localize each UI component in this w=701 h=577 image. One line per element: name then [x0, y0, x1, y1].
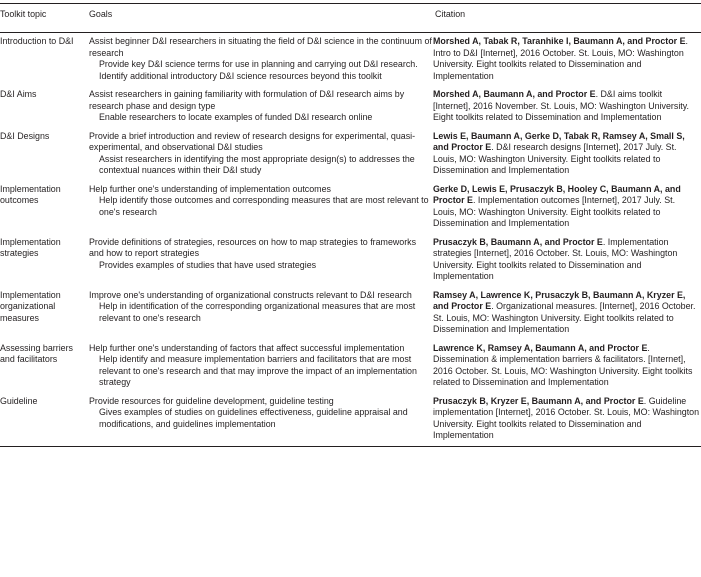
citation-authors: Morshed A, Baumann A, and Proctor E: [433, 89, 596, 99]
table-row: [0, 86, 701, 128]
toolkit-topic-cell: Implementation strategies: [0, 236, 61, 258]
table-body: [0, 33, 701, 447]
goal-item: Help identify and measure implementation barriers and facilitators that are most relevant to one's research and that may improve the impact of an implementation strategy: [99, 354, 417, 387]
citation-cell: [433, 393, 701, 447]
goal-item: Provides examples of studies that have used strategies: [99, 259, 317, 270]
citation-text: . D&I aims toolkit [Internet], 2016 November. St. Louis, MO: Washington University. Eight toolkits related to Dissemination and Implementation: [433, 89, 690, 122]
goal-item: Provide resources for guideline development, guideline testing: [89, 395, 334, 406]
toolkit-topic-cell: D&I Designs: [0, 130, 50, 141]
toolkit-topic-cell: Introduction to D&I: [0, 36, 74, 46]
goal-item: Gives examples of studies on guidelines effectiveness, guideline appraisal and modifications, and guidelines implementation: [99, 407, 408, 429]
goals-cell: [89, 33, 433, 87]
header-toolkit-topic: Toolkit topic: [0, 9, 47, 19]
citation-text: . Implementation outcomes [Internet], 2017 July. St. Louis, MO: Washington University. Eight toolkits related to Dissemination and Implementation: [433, 195, 676, 228]
goal-item: Improve one's understanding of organizational constructs relevant to D&I research: [89, 289, 412, 300]
table-row: [0, 340, 701, 393]
toolkit-topic-cell: Guideline: [0, 395, 38, 406]
toolkit-topic-cell: D&I Aims: [0, 89, 37, 99]
toolkit-topic-cell: Implementation outcomes: [0, 183, 61, 205]
table-row: [0, 33, 701, 87]
citation-cell: [433, 181, 701, 234]
citation-cell: [433, 340, 701, 393]
table-row: [0, 128, 701, 181]
citation-authors: Gerke D, Lewis E, Prusaczyk B, Hooley C, Baumann A, and Proctor E: [433, 183, 681, 205]
citation-authors: Lawrence K, Ramsey A, Baumann A, and Proctor E: [433, 342, 648, 353]
toolkit-topic-cell: Assessing barriers and facilitators: [0, 342, 73, 364]
goal-item: Provide a brief introduction and review of research designs for experimental, quasi-experimental, and observational D&I studies: [89, 130, 416, 152]
goal-item: Assist researchers in identifying the most appropriate design(s) to addresses the contextual nuances within their D&I study: [99, 153, 415, 175]
citation-authors: Lewis E, Baumann A, Gerke D, Tabak R, Ramsey A, Small S, and Proctor E: [433, 130, 685, 152]
goal-item: Help identify those outcomes and corresponding measures that are most relevant to one's research: [99, 195, 429, 217]
goal-item: Assist beginner D&I researchers in situating the field of D&I science in the continuum of research: [89, 36, 432, 58]
goal-item: Help further one's understanding of factors that affect successful implementation: [89, 342, 405, 353]
citation-authors: Ramsey A, Lawrence K, Prusaczyk B, Baumann A, Kryzer E, and Proctor E: [433, 289, 686, 311]
toolkit-table: [0, 3, 701, 447]
citation-text: . Intro to D&I [Internet], 2016 October. St. Louis, MO: Washington University. Eight toolkits related to Dissemination and Implementation: [433, 36, 688, 81]
goals-cell: [89, 340, 433, 393]
header-row: [0, 4, 701, 33]
citation-authors: Morshed A, Tabak R, Taranhike I, Baumann A, and Proctor E: [433, 36, 686, 46]
citation-text: . D&I research designs [Internet], 2017 July. St. Louis, MO: Washington University. Eight toolkits related to Dissemination and Implementation: [433, 142, 677, 175]
goals-cell: [89, 393, 433, 447]
header-citation: Citation: [435, 9, 466, 19]
table-row: [0, 234, 701, 287]
citation-cell: [433, 86, 701, 128]
citation-text: . Organizational measures. [Internet], 2016 October. St. Louis, MO: Washington University. Eight toolkits related to Dissemination and Implementation: [433, 301, 696, 334]
goals-cell: [89, 86, 433, 128]
goal-item: Provide definitions of strategies, resources on how to map strategies to frameworks and how to report strategies: [89, 236, 417, 258]
goal-item: Enable researchers to locate examples of funded D&I research online: [99, 112, 373, 122]
goals-cell: [89, 234, 433, 287]
citation-cell: [433, 287, 701, 340]
citation-authors: Prusaczyk B, Kryzer E, Baumann A, and Proctor E: [433, 395, 644, 406]
citation-text: . Guideline implementation [Internet], 2016 October. St. Louis, MO: Washington University. Eight toolkits related to Dissemination and Implementation: [433, 395, 700, 440]
citation-cell: [433, 234, 701, 287]
goal-item: Help further one's understanding of implementation outcomes: [89, 183, 331, 194]
goals-cell: [89, 128, 433, 181]
goal-item: Assist researchers in gaining familiarity with formulation of D&I research aims by research phase and design type: [89, 89, 405, 111]
citation-text: . Dissemination & implementation barriers & facilitators. [Internet], 2016 October. St. Louis, MO: Washington University. Eight toolkits related to Dissemination and Implementation: [433, 342, 693, 387]
table-row: [0, 181, 701, 234]
goals-cell: [89, 287, 433, 340]
goal-item: Provide key D&I science terms for use in planning and carrying out D&I research.: [99, 59, 418, 69]
citation-authors: Prusaczyk B, Baumann A, and Proctor E: [433, 236, 603, 247]
citation-cell: [433, 33, 701, 87]
goal-item: Help in identification of the corresponding organizational measures that are most relevant to one's research: [99, 301, 416, 323]
table-row: [0, 393, 701, 447]
table-row: [0, 287, 701, 340]
goal-item: Identify additional introductory D&I science resources beyond this toolkit: [99, 70, 382, 81]
citation-cell: [433, 128, 701, 181]
citation-text: . Implementation strategies [Internet], 2016 October. St. Louis, MO: Washington University. Eight toolkits related to Dissemination and Implementation: [433, 236, 678, 281]
toolkit-topic-cell: Implementation organizational measures: [0, 289, 61, 323]
header-goals: Goals: [89, 9, 113, 19]
goals-cell: [89, 181, 433, 234]
